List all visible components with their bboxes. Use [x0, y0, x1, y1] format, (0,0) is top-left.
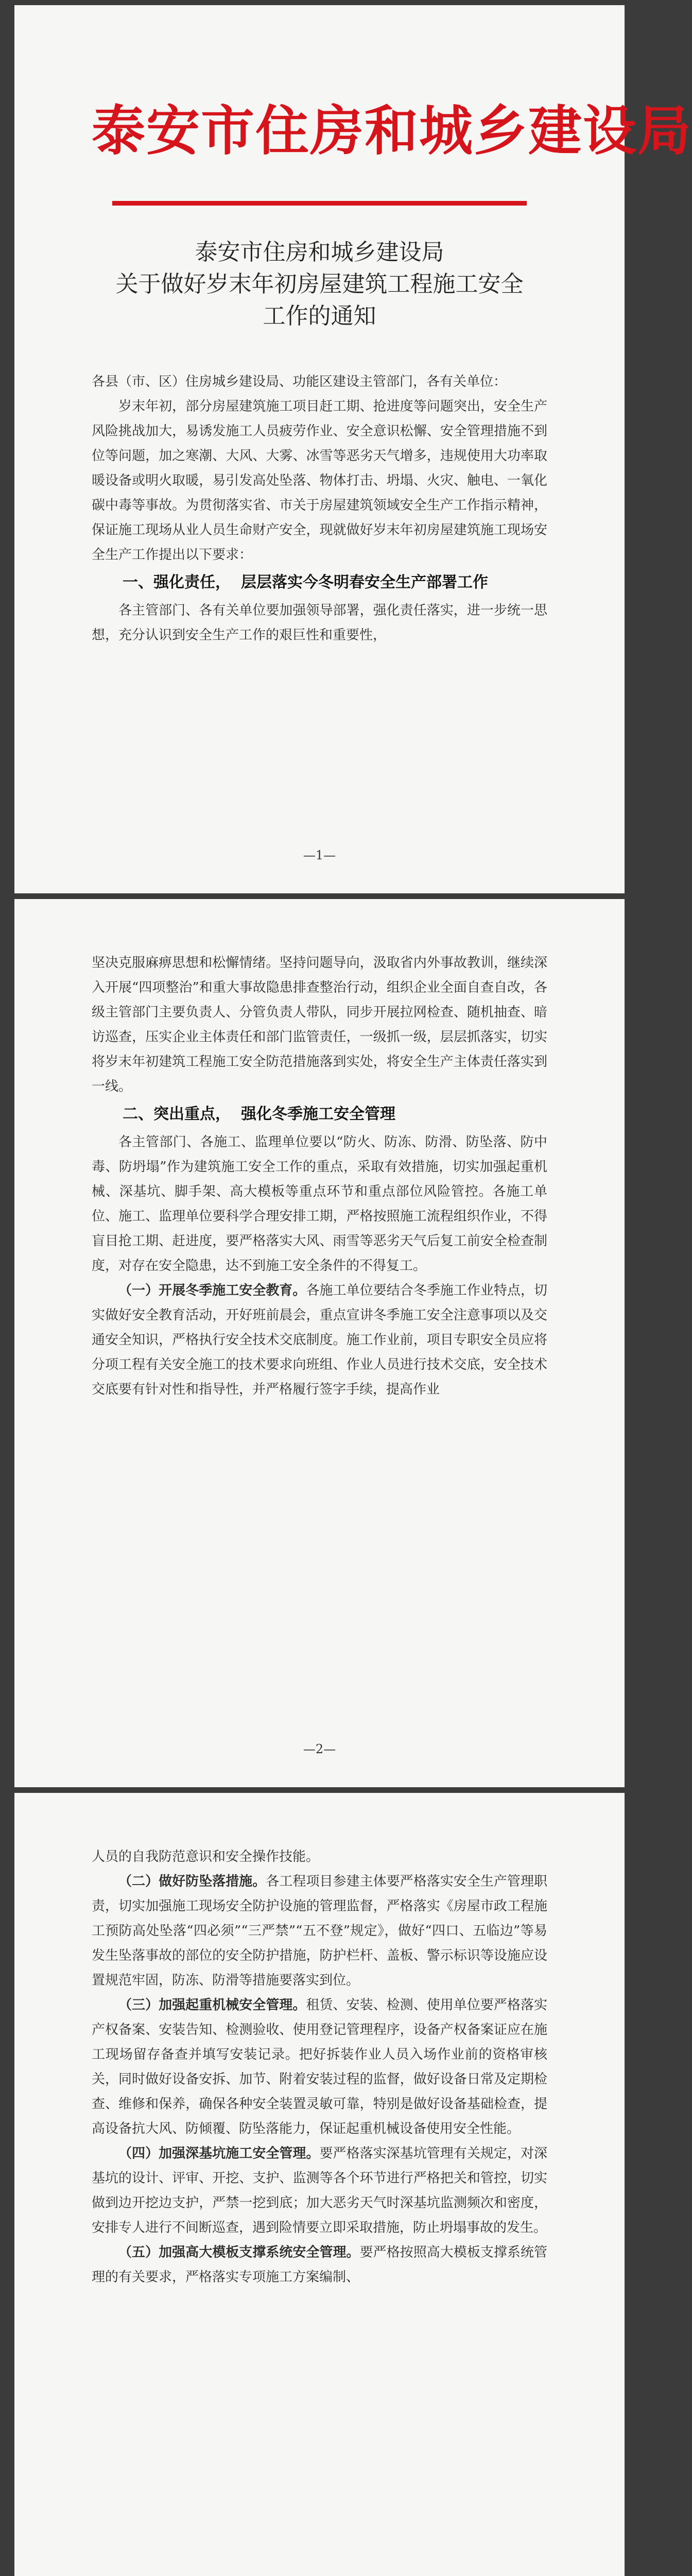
intro-paragraph: 岁末年初，部分房屋建筑施工项目赶工期、抢进度等问题突出，安全生产风险挑战加大，易诱发施工人员疲劳作业、安全意识松懈、安全管理措施不到位等问题，加之寒潮、大风、大雾、冰雪等恶劣天气增多，违规使用大功率取暖设备或明火取暖，易引发高处坠落、物体打击、坍塌、火灾、触电、一氧化碳中毒等事故。为贯彻落实省、市关于房屋建筑领域安全生产工作指示精神，保证施工现场从业人员生命财产安全，现就做好岁末年初房屋建筑施工现场安全生产工作提出以下要求： [92, 399, 547, 563]
item-1-paragraph [92, 1278, 547, 1402]
section-2-heading [92, 1101, 547, 1128]
item-3-paragraph [92, 1993, 547, 2141]
item-2-text: 各工程项目参建主体要严格落实安全生产管理职责，切实加强施工现场安全防护设施的管理监督，严格落实《房屋市政工程施工预防高处坠落“四必须”“三严禁”“五不登”规定》，做好“四口、五临边”等易发生坠落事故的部位的安全防护措施，防护栏杆、盖板、警示标识等设施应设置规范牢固，防冻、防滑等措施要落实到位。 [92, 1874, 547, 1988]
page-number-1: —1— [303, 848, 336, 862]
document-page-2 [14, 899, 625, 1787]
document-title [92, 236, 547, 332]
letterhead-title: 泰安市住房和城乡建设局 [92, 99, 692, 162]
document-page-1 [14, 5, 692, 893]
section-2-title: 强化冬季施工安全管理 [241, 1105, 395, 1123]
document-page-3 [14, 1793, 625, 2576]
item-4-text: 要严格落实深基坑管理有关规定，对深基坑的设计、评审、开挖、支护、监测等各个环节进行严格把关和管控，切实做到边开挖边支护，严禁一挖到底；加大恶劣天气时深基坑监测频次和密度，安排专人进行不间断巡查，遇到险情要立即采取措施，防止坍塌事故的发生。 [92, 2146, 547, 2235]
item-2-paragraph [92, 1869, 547, 1993]
salutation: 各县（市、区）住房城乡建设局、功能区建设主管部门，各有关单位： [92, 374, 507, 389]
item-5-text: 要严格按照高大模板支撑系统管理的有关要求，严格落实专项施工方案编制、 [92, 2245, 547, 2285]
section-1-heading [92, 569, 547, 596]
item-1-text: 各施工单位要结合冬季施工作业特点，切实做好安全教育活动，开好班前晨会，重点宣讲冬季施工安全注意事项以及交通安全知识，严格执行安全技术交底制度。施工作业前，项目专职安全员应将分项工程有关安全施工的技术要求向班组、作业人员进行技术交底，安全技术交底要有针对性和指导性，并严格履行签字手续，提高作业 [92, 1283, 547, 1397]
section-2-paragraph: 各主管部门、各施工、监理单位要以“防火、防冻、防滑、防坠落、防中毒、防坍塌”作为建筑施工安全工作的重点，采取有效措施，切实加强起重机械、深基坑、脚手架、高大模板等重点环节和重点部位风险管控。各施工单位、施工、监理单位要科学合理安排工期，严格按照施工流程组织作业，不得盲目抢工期、赶进度，要严格落实大风、雨雪等恶劣天气后复工前安全检查制度，对存在安全隐患，达不到施工安全条件的不得复工。 [92, 1134, 547, 1274]
item-1-paragraph-continued: 人员的自我防范意识和安全操作技能。 [92, 1849, 320, 1865]
letterhead-red-rule [112, 201, 527, 206]
item-4-label: （四）加强深基坑施工安全管理。 [118, 2146, 320, 2161]
item-2-label: （二）做好防坠落措施。 [118, 1874, 266, 1889]
title-line-1: 泰安市住房和城乡建设局 [195, 239, 444, 265]
title-line-2: 关于做好岁末年初房屋建筑工程施工安全 [115, 271, 524, 297]
item-3-text: 租赁、安装、检测、使用单位要严格落实产权备案、安装告知、检测验收、使用登记管理程序，设备产权备案证应在施工现场留存备查并填写安装记录。把好拆装作业人员入场作业前的资格审核关，同时做好设备安拆、加节、附着安装过程的监督，做好设备日常及定期检查、维修和保养，确保各种安全装置灵敏可靠，特别是做好设备基础检查，提高设备抗大风、防倾覆、防坠落能力，保证起重机械设备使用安全性能。 [92, 1997, 547, 2137]
page-number-2: —2— [303, 1742, 336, 1756]
section-1-number: 一、强化责任， [123, 573, 231, 591]
item-1-label: （一）开展冬季施工安全教育。 [118, 1283, 306, 1298]
item-5-label: （五）加强高大模板支撑系统安全管理。 [118, 2245, 360, 2260]
section-2-number: 二、突出重点， [123, 1105, 231, 1123]
item-4-paragraph [92, 2141, 547, 2240]
item-5-paragraph [92, 2240, 547, 2290]
title-line-3: 工作的通知 [263, 303, 376, 329]
section-1-paragraph-part-2: 坚决克服麻痹思想和松懈情绪。坚持问题导向，汲取省内外事故教训，继续深入开展“四项整治”和重大事故隐患排查整治行动，组织企业全面自查自改，各级主管部门主要负责人、分管负责人带队，同步开展拉网检查、随机抽查、暗访巡查，压实企业主体责任和部门监管责任，一级抓一级，层层抓落实，切实将岁末年初建筑工程施工安全防范措施落到实处，将安全生产主体责任落实到一线。 [92, 955, 547, 1094]
item-3-label: （三）加强起重机械安全管理。 [118, 1997, 306, 2013]
section-1-title: 层层落实今冬明春安全生产部署工作 [241, 573, 488, 591]
section-1-paragraph-part-1: 各主管部门、各有关单位要加强领导部署，强化责任落实，进一步统一思想，充分认识到安全生产工作的艰巨性和重要性， [92, 603, 547, 643]
